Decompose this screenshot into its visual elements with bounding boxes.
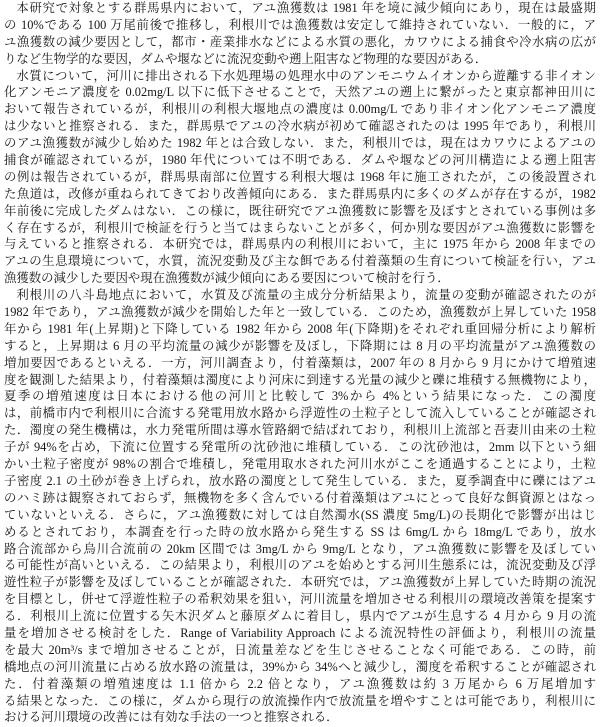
text-line: かい土粒子密度が 98%の割合で堆積し，発電用取水された河川水がここを通過することにより，土粒 xyxy=(4,457,596,472)
text-line: は少ないと推察される．また，群馬県でアユの冷水病が初めて確認されたのは 1995 年であり，利根川 xyxy=(4,119,596,134)
text-line: 本研究で対象とする群馬県内において，アユ漁獲数は 1981 年を境に減少傾向にあり，現在は最盛期 xyxy=(16,1,596,15)
text-line: のハミ跡は観察されておらず，無機物を多く含んでいる付着藻類はアユにとって良好な餌資源とはなっ xyxy=(4,490,596,505)
text-line: 年から 1981 年(上昇期)と下降している 1982 年から 2008 年(下降期)をそれぞれ重回帰分析により解析 xyxy=(4,321,596,336)
text-line: おける河川環境の改善には有効な手法の一つと推察される． xyxy=(4,710,339,725)
text-line: 増加要因であるといえる．一方，河川調査より，付着藻類は，2007 年の 8 月から 9 月にかけて増殖速 xyxy=(4,355,596,370)
text-line: 遊性粒子が影響を及ぼしていることが確認された．本研究では，アユ漁獲数が上昇していた時期の流況 xyxy=(4,575,596,590)
text-line: 量を増加させる検討をした．Range of Variability Approach による流況特性の評価より，利根川の流量 xyxy=(4,625,596,640)
text-line: ユ漁獲数の減少要因として，都市・産業排水などによる水質の悪化，カワウによる捕食や冷水病の広が xyxy=(4,34,596,49)
text-line: 捕食が確認されているが，1980 年代については不明である．ダムや堰などの河川構造による遡上阻害 xyxy=(4,153,596,168)
text-line: 漁獲数の減少した要因や現在漁獲数が減少傾向にある要因について検討を行う． xyxy=(4,271,450,286)
text-line: の 10%である 100 万尾前後で推移し，利根川では漁獲数は安定して維持されていない．一般的に，ア xyxy=(4,17,596,32)
paragraph-3 xyxy=(4,287,596,726)
text-line: 路合流部から烏川合流前の 20km 区間では 3mg/L から 9mg/L となり，アユ漁獲数に影響を及ぼしてい xyxy=(4,541,596,556)
text-line: 橋地点の河川流量に占める放水路の流量は，39%から 34%へと減少し，濁度を希釈することが確認され xyxy=(4,659,596,674)
document-page xyxy=(4,0,596,727)
text-line: ていないといえる．さらに，アユ漁獲数に対しては自然濁水(SS 濃度 5mg/L)の長期化で影響が出はじ xyxy=(4,507,596,522)
text-line: は，前橋市内で利根川に合流する発電用放水路から浮遊性の土粒子として流入していることが確認され xyxy=(4,406,596,421)
text-line: 与えていると推察される．本研究では，群馬県内の利根川において，主に 1975 年から 2008 年までの xyxy=(4,237,596,252)
text-line: のアユ漁獲数が減少し始めた 1982 年とは合致しない．また，利根川では，現在はカワウによるアユの xyxy=(4,136,596,151)
text-line: 化アンモニア濃度を 0.02mg/L 以下に低下させることで，天然アユの遡上に繋がったと東京都神田川に xyxy=(4,85,596,100)
text-line: る結果となった．この様に，ダムから現行の放流操作内で放流量を増やすことは可能であり，利根川に xyxy=(4,693,596,708)
paragraph-2 xyxy=(4,68,596,288)
text-line: 水質について，河川に排出される下水処理場の処理水中のアンモニウムイオンから遊離する非イオン xyxy=(16,68,596,83)
text-line: 1982 年であり，アユ漁獲数が減少を開始した年と一致している．このため，漁獲数が上昇していた 1958 xyxy=(4,305,596,320)
text-line: 子が 94%を占め，下流に位置する発電所の沈砂池に堆積している．この沈砂池は，2mm 以下という細 xyxy=(4,440,596,455)
text-line: た．濁度の発生機構は，水力発電所間は導水管路網で結ばれており，利根川上流部と吾妻川由来の土粒 xyxy=(4,423,596,438)
text-line: 度を観測した結果より，付着藻類は濁度により河床に到達する光量の減少と礫に堆積する無機物により， xyxy=(4,372,596,387)
text-line: く存在するが，利根川で検証を行うと当てはまらないことが多く，何か別な要因がアユ漁獲数に影響を xyxy=(4,220,596,235)
text-line: る．利根川上流に位置する矢木沢ダムと藤原ダムに着目し，県内でアユが生息する 4 月から 9 月の流 xyxy=(4,609,596,624)
text-line: る可能性が高いといえる．この結果より，利根川のアユを始めとする河川生態系には，流況変動及び浮 xyxy=(4,558,596,573)
text-line: た魚道は，改修が重ねられてきており改善傾向にある．また群馬県内に多くのダムが存在するが，1982 xyxy=(4,186,596,201)
text-line: を最大 20m³/s まで増加させることが，日流量差などを生じさせることなく可能である．この時，前 xyxy=(4,642,596,657)
text-line: 年前後に完成したダムはない．この様に，既往研究でアユ漁獲数に影響を及ぼすとされている事例は多 xyxy=(4,203,596,218)
text-line: すると，上昇期は 6 月の平均流量の減少が影響を及ぼし，下降期には 8 月の平均流量がアユ漁獲数の xyxy=(4,338,596,353)
text-line: おいて報告されているが，利根川の利根大堰地点の濃度は 0.00mg/L であり非イオン化アンモニア濃度 xyxy=(4,102,596,117)
text-line: の例は報告されているが，群馬県南部に位置する利根大堰は 1968 年に施工されたが，この後設置され xyxy=(4,169,596,184)
text-line: を目標とし，併せて浮遊性粒子の希釈効果を狙い，河川流量を増加させる利根川の環境改善策を提案す xyxy=(4,592,596,607)
text-line: 利根川の八斗島地点において，水質及び流量の主成分分析結果より，流量の変動が確認されたのが xyxy=(16,288,596,303)
text-line: 夏季の増殖速度は日本における他の河川と比較して 3%から 4%という結果になった．この濁度 xyxy=(4,389,596,404)
text-line: アユの生息環境について，水質，流況変動及び主な餌である付着藻類の生育について検証を行い，アユ xyxy=(4,254,596,269)
text-line: めるとされており，本調査を行った時の放水路から発生する SS は 6mg/L から 18mg/L であり，放水 xyxy=(4,524,596,539)
paragraph-1 xyxy=(4,0,596,68)
text-line: 子密度 2.1 の土砂が巻き上げられ，放水路の濁度として発生している．また，夏季調査中に礫にはアユ xyxy=(4,473,596,488)
text-line: りなど生物学的な要因，ダムや堰などに流況変動や遡上阻害など物理的な要因がある． xyxy=(4,51,488,66)
text-line: た．付着藻類の増殖速度は 1.1 倍から 2.2 倍となり，アユ漁獲数は約 3 万尾から 6 万尾増加す xyxy=(4,676,596,691)
